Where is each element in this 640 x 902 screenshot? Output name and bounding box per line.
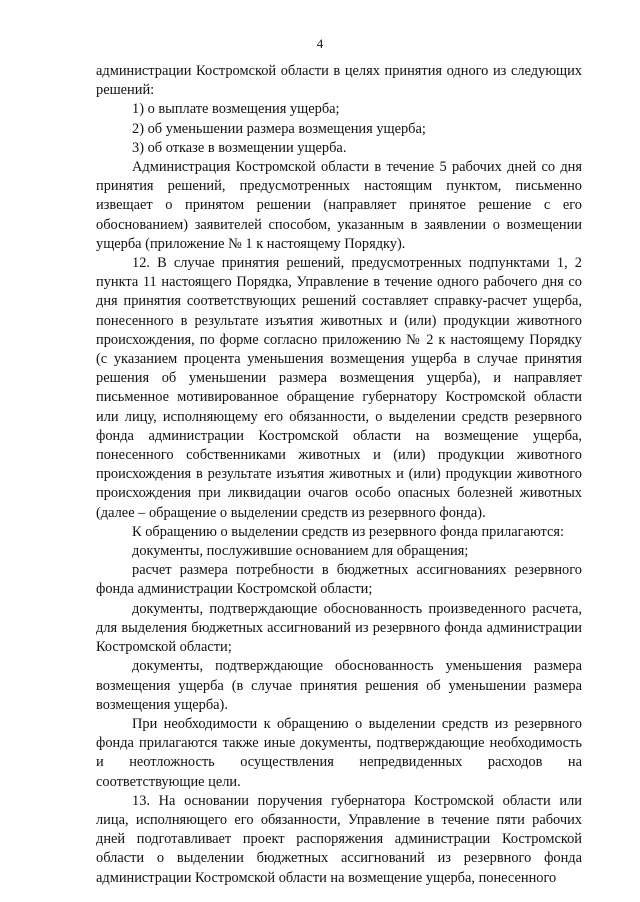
list-item-3: 3) об отказе в возмещении ущерба. xyxy=(132,139,347,156)
paragraph-additional-docs: При необходимости к обращению о выделении средств из резервного фонда прилагаются также иные документы, подтверждающие необходимость и неотложность осуществления непредвиденных расходов на соответствующие цели. xyxy=(96,715,582,790)
list-item-2: 2) об уменьшении размера возмещения ущерба; xyxy=(132,120,426,137)
list-item-1: 1) о выплате возмещения ущерба; xyxy=(132,101,340,118)
attachment-item-3: документы, подтверждающие обоснованность произведенного расчета, для выделения бюджетных ассигнований из резервного фонда администрации Костромской области; xyxy=(96,600,582,656)
paragraph-13: 13. На основании поручения губернатора Костромской области или лица, исполняющего его обязанности, Управление в течение пяти рабочих дней подготавливает проект распоряжения администрации Костромской области о выделении бюджетных ассигнований из резервного фонда администрации Костромской области на возмещение ущерба, понесенного xyxy=(96,792,582,886)
attachment-item-4: документы, подтверждающие обоснованность уменьшения размера возмещения ущерба (в случае принятия решения об уменьшении размера возмещения ущерба). xyxy=(96,658,582,713)
attachment-item-2: расчет размера потребности в бюджетных ассигнованиях резервного фонда администрации Костромской области; xyxy=(96,562,582,598)
paragraph-notification: Администрация Костромской области в течение 5 рабочих дней со дня принятия решений, предусмотренных настоящим пунктом, письменно извещает о принятом решении (направляет принятое решение с его обоснованием) заявителей способом, указанным в заявлении о возмещении ущерба (приложение № 1 к настоящему Порядку). xyxy=(96,159,582,252)
attachment-item-1: документы, послужившие основанием для обращения; xyxy=(132,543,469,560)
document-body xyxy=(96,62,582,888)
page-number: 4 xyxy=(316,36,324,51)
paragraph-12: 12. В случае принятия решений, предусмотренных подпунктами 1, 2 пункта 11 настоящего Порядка, Управление в течение одного рабочего дня со дня принятия соответствующих решений составляет справку-расчет ущерба, понесенного в результате изъятия животных и (или) продукции животного происхождения, по форме согласно приложению № 2 к настоящему Порядку (с указанием процента уменьшения возмещения ущерба в случае принятия решения об уменьшении размера возмещения ущерба), и направляет письменное мотивированное обращение губернатору Костромской области или лицу, исполняющему его обязанности, о выделении средств резервного фонда администрации Костромской области на возмещение ущерба, понесенного собственниками животных и (или) продукции животного происхождения в результате изъятия животных и (или) продукции животного происхождения при ликвидации очагов особо опасных болезней животных (далее – обращение о выделении средств из резервного фонда). xyxy=(96,255,582,521)
paragraph-intro: администрации Костромской области в целях принятия одного из следующих решений: xyxy=(96,63,582,99)
paragraph-attachments-intro: К обращению о выделении средств из резервного фонда прилагаются: xyxy=(132,523,564,540)
